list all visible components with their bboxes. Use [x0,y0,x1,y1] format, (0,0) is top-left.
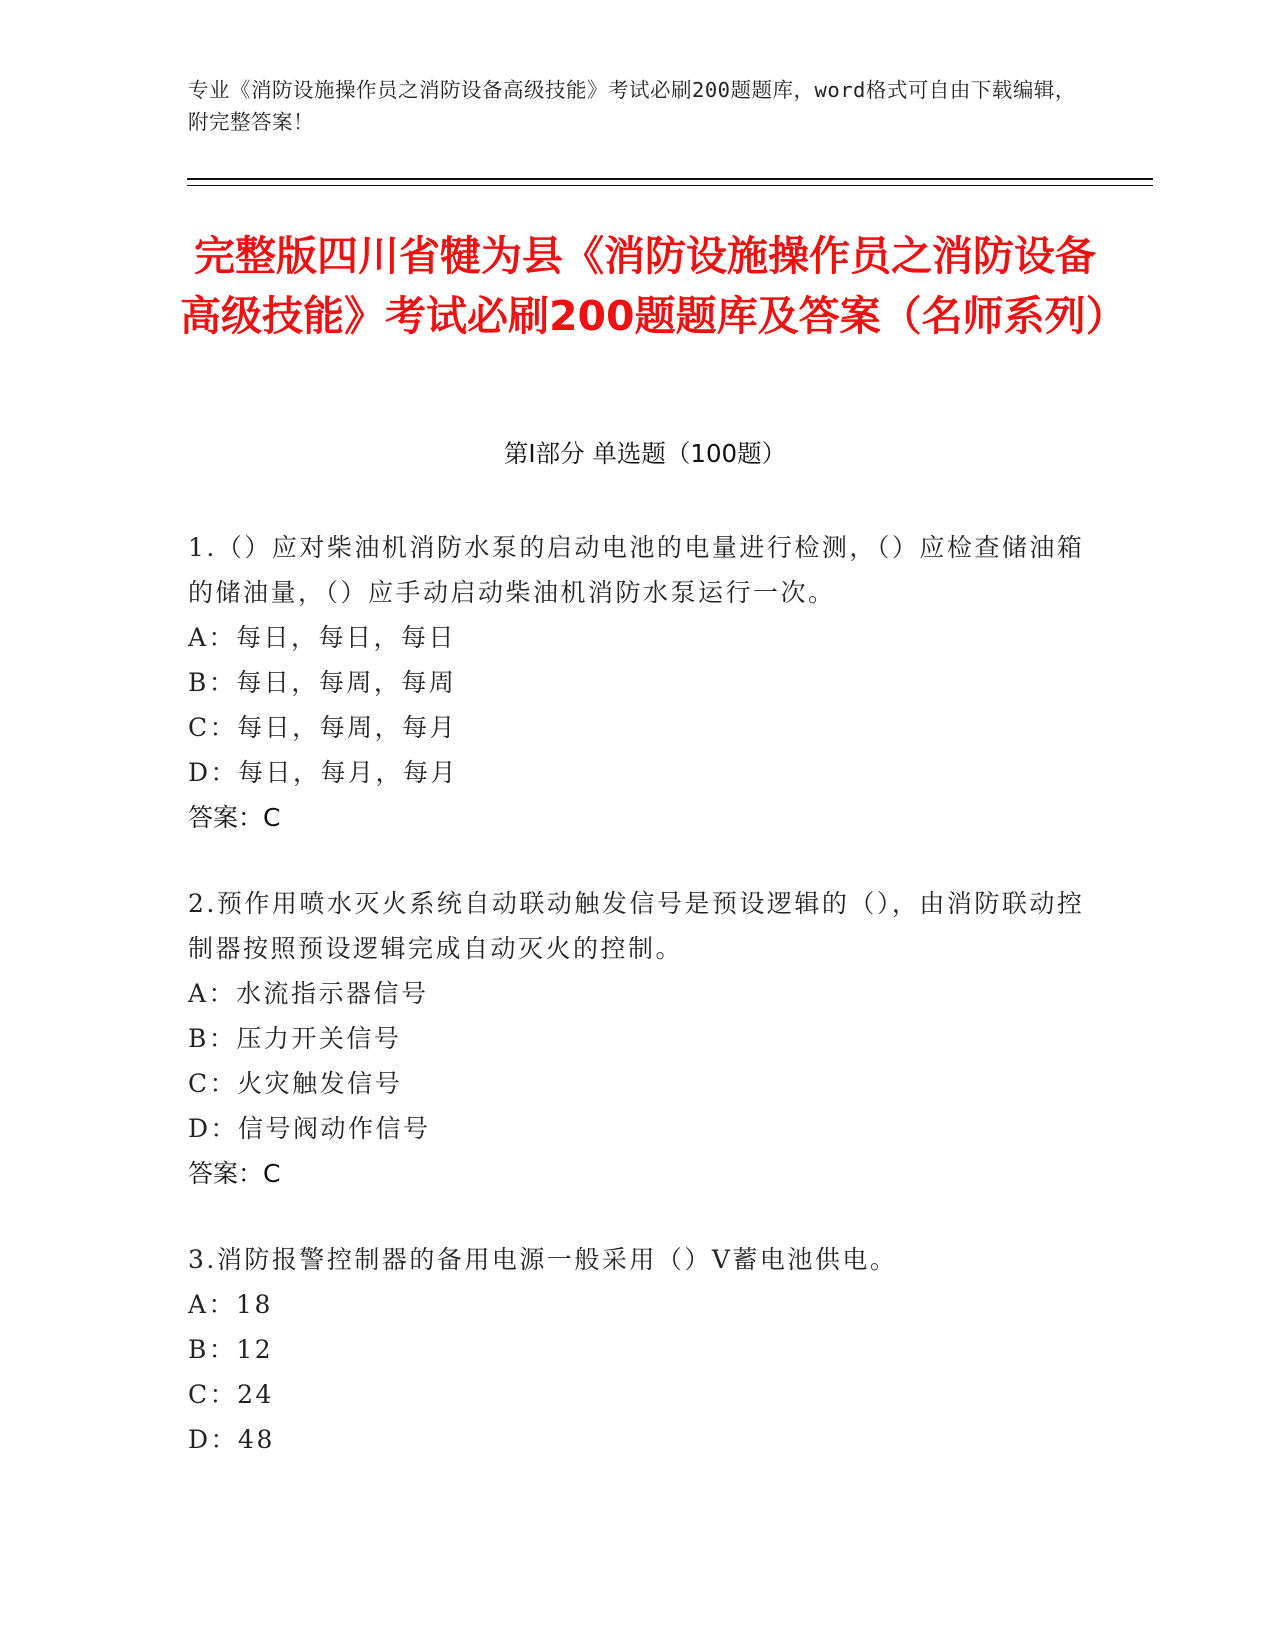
question-1 [188,525,1088,840]
option-d: D：48 [188,1425,275,1454]
option-b: B：压力开关信号 [188,1024,402,1053]
option-c: C：每日，每周，每月 [188,713,458,742]
header-divider-thin [187,185,1153,186]
question-list [188,525,1088,1503]
option-c: C：火灾触发信号 [188,1069,403,1098]
option-b: B：12 [188,1335,274,1364]
option-b: B：每日，每周，每周 [188,668,457,697]
question-stem: 3.消防报警控制器的备用电源一般采用（）V蓄电池供电。 [188,1245,898,1274]
question-stem: 2.预作用喷水灭火系统自动联动触发信号是预设逻辑的（），由消防联动控制器按照预设逻辑完成自动灭火的控制。 [188,889,1085,963]
answer-line: 答案：C [188,803,281,832]
question-stem: 1.（）应对柴油机消防水泵的启动电池的电量进行检测，（）应检查储油箱的储油量，（）应手动启动柴油机消防水泵运行一次。 [188,533,1085,607]
answer-line: 答案：C [188,1159,281,1188]
question-3 [188,1237,1088,1462]
option-c: C：24 [188,1380,274,1409]
option-d: D：每日，每月，每月 [188,758,459,787]
option-a: A：水流指示器信号 [188,979,429,1008]
header-note: 专业《消防设施操作员之消防设备高级技能》考试必刷200题题库，word格式可自由下载编辑，附完整答案！ [188,78,1076,134]
header-divider-thick [187,178,1153,180]
question-2 [188,881,1088,1196]
section-title: 第I部分 单选题（100题） [503,439,787,468]
option-a: A：每日，每日，每日 [188,623,457,652]
option-a: A：18 [188,1290,273,1319]
option-d: D：信号阀动作信号 [188,1114,431,1143]
document-title: 完整版四川省犍为县《消防设施操作员之消防设备高级技能》考试必刷200题题库及答案（名师系列） [180,232,1127,340]
